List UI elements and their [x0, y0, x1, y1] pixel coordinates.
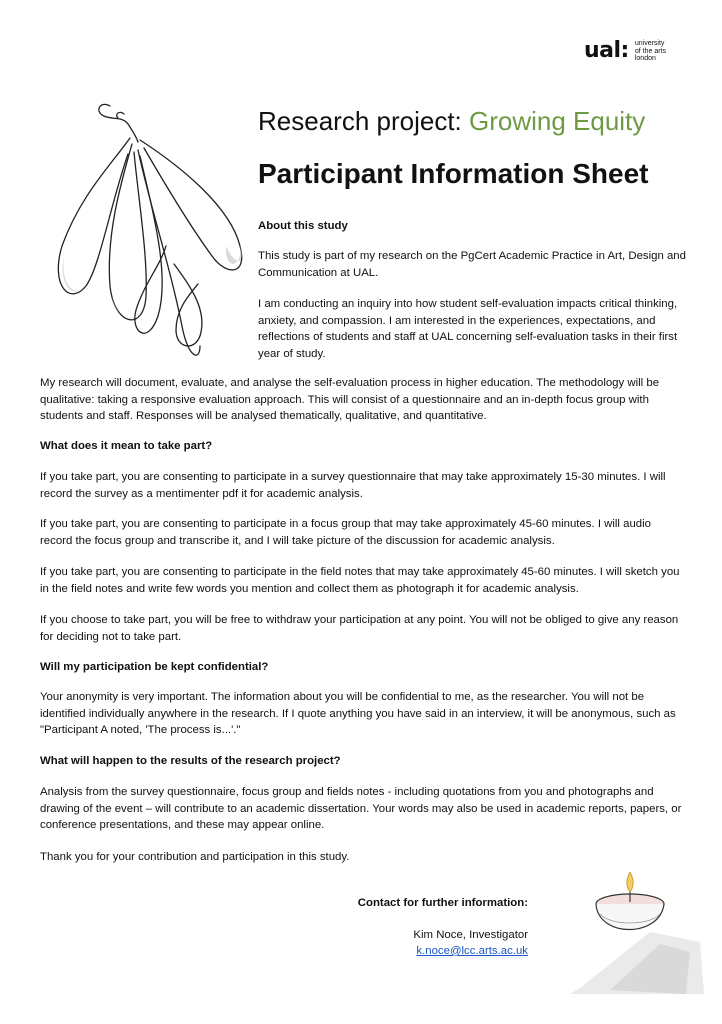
page-subtitle: Participant Information Sheet [258, 158, 649, 189]
ual-logo [584, 40, 666, 63]
contact-email-row [340, 943, 528, 960]
results-heading: What will happen to the results of the research project? [40, 755, 341, 767]
take-part-paragraph-3: If you take part, you are consenting to participate in the field notes that may take approximately 45-60 minutes. I will sketch you in the field notes and write few words you mention and collect them as photograph it for academic analysis. [40, 566, 680, 595]
page-title [258, 104, 698, 138]
contact-heading-text: Contact for further information: [357, 897, 528, 909]
take-part-paragraph-2: If you take part, you are consenting to participate in a focus group that may take approximately 45-60 minutes. I will audio record the focus group and transcribe it, and I will take picture of the discussion for academic analysis. [40, 518, 652, 547]
contact-heading [340, 895, 528, 912]
title-accent: Growing Equity [468, 106, 646, 136]
results-paragraph: Analysis from the survey questionnaire, focus group and fields notes - including quotations from you and photographs and drawing of the event – will contribute to an academic dissertation. Your words may also be used in academic reports, papers, or conference presentations, and these may appear online. [40, 786, 682, 832]
title-block [258, 104, 698, 192]
logo-line-1: university [634, 40, 665, 47]
logo-line-2: of the arts [634, 47, 666, 55]
about-paragraph-3: My research will document, evaluate, and analyse the self-evaluation process in higher education. The methodology will be qualitative: taking a responsive evaluation approach. This will consist of a questionnaire and an in-depth focus group with students and staff. Responses will be analysed thematically, qualitative, and quantitative. [40, 377, 660, 423]
logo-mark: ual: [584, 38, 629, 64]
logo-line-3: london [634, 55, 656, 62]
about-heading: About this study [258, 220, 348, 232]
about-paragraph-2: I am conducting an inquiry into how student self-evaluation impacts critical thinking, anxiety, and compassion. I am interested in the experiences, expectations, and reflections of students and staff at UAL concerning self-evaluation tasks in their first year of study. [258, 298, 678, 360]
candle-bowl-icon [570, 872, 704, 994]
about-paragraph-1: This study is part of my research on the PgCert Academic Practice in Art, Design and Communication at UAL. [258, 250, 686, 279]
contact-email-link[interactable]: k.noce@lcc.arts.ac.uk [416, 945, 528, 957]
take-part-paragraph-1: If you take part, you are consenting to participate in a survey questionnaire that may take approximately 15-30 minutes. I will record the survey as a mentimenter pdf it for academic analysis. [40, 471, 666, 500]
plant-drawing-icon [40, 96, 260, 368]
confidential-paragraph: Your anonymity is very important. The information about you will be confidential to me, as the researcher. You will not be identified individually anywhere in the research. If I quote anything you have said in an interview, it will be anonymous, such as "Participant A noted, 'The process is...'." [40, 691, 676, 737]
logo-text [635, 40, 666, 63]
contact-name: Kim Noce, Investigator [413, 929, 528, 941]
take-part-paragraph-4: If you choose to take part, you will be free to withdraw your participation at any point. You will not be obliged to give any reason for deciding not to take part. [40, 614, 679, 643]
title-prefix: Research project: [258, 106, 469, 136]
thanks-text: Thank you for your contribution and participation in this study. [40, 851, 350, 863]
confidential-heading: Will my participation be kept confidential? [40, 661, 269, 673]
take-part-heading: What does it mean to take part? [40, 440, 213, 452]
